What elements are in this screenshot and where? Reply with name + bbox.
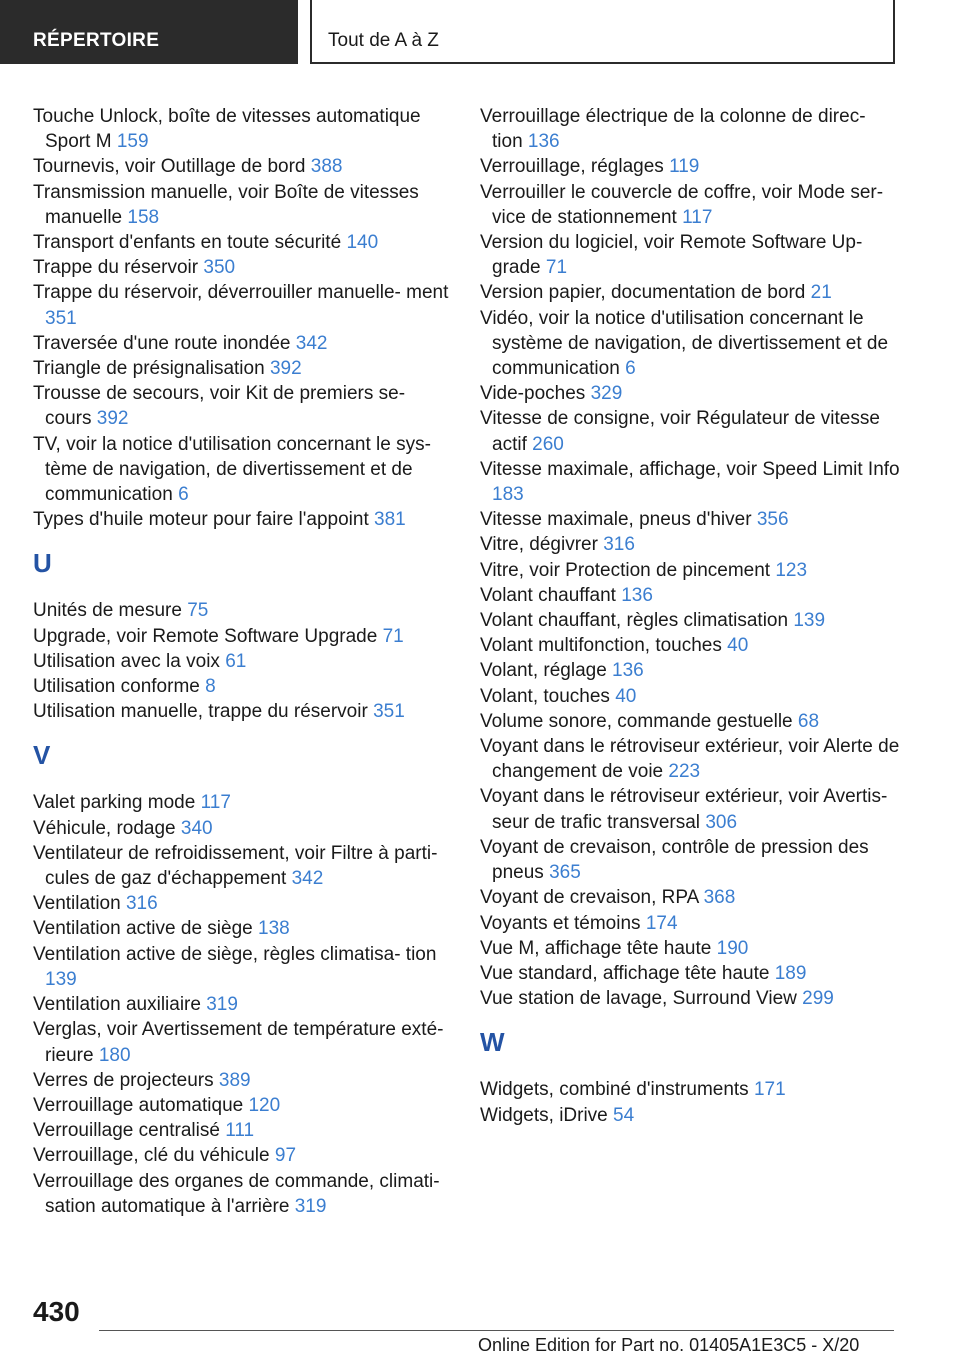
index-entry-text: Voyant dans le rétroviseur extérieur, voir Avertis‐ seur de trafic transversal [480,786,888,833]
index-entry [33,255,453,280]
index-page-link[interactable]: 123 [775,559,808,581]
index-page-link[interactable]: 306 [705,811,738,833]
index-entry-text: Types d'huile moteur pour faire l'appoint [33,509,369,531]
index-page-link[interactable]: 158 [127,206,160,228]
index-page-link[interactable]: 340 [180,817,213,839]
index-entry-text: Vue standard, affichage tête haute [480,962,770,984]
index-page-link[interactable]: 71 [382,625,404,647]
index-page-link[interactable]: 388 [310,156,343,178]
index-entry-text: Véhicule, rodage [33,817,176,839]
index-entry [480,280,900,305]
index-entry-text: Verrouillage des organes de commande, climati‐ sation automatique à l'arrière [33,1170,440,1217]
index-entry [33,1068,453,1093]
index-entry-text: Vue station de lavage, Surround View [480,988,797,1010]
index-entry-text: Volant multifonction, touches [480,635,722,657]
index-page-link[interactable]: 342 [291,868,324,890]
index-entry-text: Vitre, voir Protection de pincement [480,559,771,581]
index-entry [480,381,900,406]
index-page-link[interactable]: 21 [810,282,832,304]
index-entry-text: Vitesse maximale, pneus d'hiver [480,509,752,531]
index-page-link[interactable]: 139 [45,968,77,990]
index-page-link[interactable]: 392 [96,408,129,430]
index-entry [480,1103,900,1128]
index-entry-text: Ventilation active de siège [33,918,253,940]
index-entry [33,841,453,891]
index-entry-text: Vitesse maximale, affichage, voir Speed Limit Info [480,458,900,480]
index-entry-text: Voyant dans le rétroviseur extérieur, voir Alerte de changement de voie [480,736,900,783]
index-page-link[interactable]: 223 [668,761,701,783]
header-title: Tout de A à Z [310,0,895,64]
index-page-link[interactable]: 8 [205,676,216,698]
index-entry [33,280,453,330]
index-page-link[interactable]: 54 [613,1104,635,1126]
index-entry [480,583,900,608]
index-entry [33,1169,453,1219]
index-page-link[interactable]: 159 [116,131,149,153]
index-entry-text: Verres de projecteurs [33,1069,214,1091]
index-entry-text: Vitesse de consigne, voir Régulateur de vitesse actif [480,408,880,455]
index-entry [33,154,453,179]
index-page-link[interactable]: 392 [269,358,302,380]
index-page-link[interactable]: 350 [203,257,236,279]
index-page-link[interactable]: 356 [756,509,789,531]
index-entry [33,1093,453,1118]
index-page-link[interactable]: 75 [187,600,209,622]
index-entry-text: Ventilation active de siège, règles climatisa‐ tion [33,943,437,965]
index-entry [480,633,900,658]
index-entry [33,1017,453,1067]
index-page-link[interactable]: 189 [774,962,807,984]
index-entry [33,699,453,724]
index-entry [480,835,900,885]
index-entry-text: Tournevis, voir Outillage de bord [33,156,306,178]
index-entry [33,432,453,508]
index-entry-text: Widgets, combiné d'instruments [480,1079,749,1101]
index-entry [480,608,900,633]
index-entry [480,154,900,179]
index-page-link[interactable]: 351 [373,701,405,723]
index-page-link[interactable]: 365 [549,862,581,884]
index-entry-text: Volume sonore, commande gestuelle [480,710,793,732]
index-entry-text: Verrouillage, réglages [480,156,664,178]
index-entry [480,961,900,986]
index-page-link[interactable]: 389 [218,1069,251,1091]
index-entry-text: Voyant de crevaison, RPA [480,887,699,909]
index-entry-text: Volant chauffant [480,584,616,606]
index-entry-text: Upgrade, voir Remote Software Upgrade [33,625,378,647]
index-entry-text: Volant, touches [480,685,610,707]
index-entry [33,674,453,699]
index-page-link[interactable]: 6 [625,358,636,380]
index-entry-text: Transmission manuelle, voir Boîte de vitesses manuelle [33,181,419,228]
index-entry [480,936,900,961]
index-page-link[interactable]: 180 [98,1044,131,1066]
index-entry-text: TV, voir la notice d'utilisation concernant le sys‐ tème de navigation, de divertissement et de communication [33,433,431,506]
index-entry-text: Verrouillage centralisé [33,1120,220,1142]
index-entry-text: Traversée d'une route inondée [33,332,291,354]
index-letter-heading: W [480,1027,505,1058]
index-entry [480,734,900,784]
index-letter-heading: U [33,548,52,579]
index-entry-text: Vitre, dégivrer [480,534,598,556]
index-page-link[interactable]: 183 [492,484,524,506]
index-entry [480,684,900,709]
footer-divider [99,1330,894,1331]
index-page-link[interactable]: 97 [274,1145,297,1167]
index-entry-text: Verglas, voir Avertissement de température exté‐ rieure [33,1019,444,1066]
index-entry [33,992,453,1017]
index-entry [480,457,900,507]
index-entry [33,104,453,154]
index-entry-text: Vue M, affichage tête haute [480,937,712,959]
index-page-link[interactable]: 117 [682,206,713,228]
index-page-link[interactable]: 6 [178,484,189,506]
index-entry-text: Vidéo, voir la notice d'utilisation concernant le système de navigation, de divertissement et de communication [480,307,889,380]
index-entry-text: Utilisation conforme [33,676,200,698]
index-entry [33,356,453,381]
index-page-link[interactable]: 316 [603,534,635,556]
index-entry [480,784,900,834]
index-entry-text: Verrouillage électrique de la colonne de direc‐ tion [480,106,866,153]
index-entry [33,598,453,623]
index-page-link[interactable]: 329 [590,383,623,405]
index-entry-text: Verrouillage automatique [33,1094,244,1116]
index-entry [480,180,900,230]
index-entry-text: Volant, réglage [480,660,607,682]
index-entry-text: Ventilateur de refroidissement, voir Filtre à parti‐ cules de gaz d'échappement [33,842,438,890]
index-entry [33,507,453,532]
index-entry-text: Utilisation avec la voix [33,650,220,672]
index-entry-text: Trappe du réservoir [33,257,199,279]
index-entry-text: Transport d'enfants en toute sécurité [33,232,342,254]
index-entry [480,911,900,936]
index-page-link[interactable]: 381 [374,509,406,531]
index-entry [33,790,453,815]
page-header [0,0,960,66]
index-page-link[interactable]: 319 [294,1195,327,1217]
index-entry-text: Trousse de secours, voir Kit de premiers se‐ cours [33,383,406,430]
index-entry-text: Verrouiller le couvercle de coffre, voir Mode ser‐ vice de stationnement [480,181,884,228]
index-entry-text: Voyant de crevaison, contrôle de pression des pneus [480,836,869,884]
index-page-link[interactable]: 174 [645,912,678,934]
index-entry-text: Version du logiciel, voir Remote Software Up‐ grade [480,232,863,279]
index-entry [33,916,453,941]
index-entry-text: Utilisation manuelle, trappe du réservoir [33,701,368,723]
index-entry [33,624,453,649]
index-page-link[interactable]: 136 [612,660,644,682]
index-entry [33,381,453,431]
index-entry-text: Touche Unlock, boîte de vitesses automatique Sport M [33,106,421,153]
index-entry [33,942,453,992]
index-column-right [480,104,900,1128]
index-page-link[interactable]: 260 [532,433,564,455]
index-entry-text: Widgets, iDrive [480,1104,608,1126]
index-page-link[interactable]: 299 [802,988,834,1010]
index-page-link[interactable]: 136 [527,131,560,153]
index-entry [480,532,900,557]
index-entry [33,816,453,841]
index-entry [33,331,453,356]
index-entry [33,230,453,255]
index-entry [33,1143,453,1168]
index-page-link[interactable]: 71 [545,257,568,279]
index-entry [480,406,900,456]
index-page-link[interactable]: 351 [45,307,77,329]
index-page-link[interactable]: 120 [248,1094,281,1116]
index-page-link[interactable]: 40 [727,635,749,657]
index-entry-text: Ventilation [33,893,121,915]
index-entry [480,986,900,1011]
index-page-link[interactable]: 190 [716,937,749,959]
index-entry-text: Unités de mesure [33,600,182,622]
index-page-link[interactable]: 319 [206,994,238,1016]
index-entry [480,507,900,532]
index-entry [33,1118,453,1143]
index-entry-text: Triangle de présignalisation [33,358,265,380]
section-tab[interactable]: RÉPERTOIRE [0,0,298,64]
index-page-link[interactable]: 316 [125,893,158,915]
index-entry-text: Valet parking mode [33,792,196,814]
index-entry [33,649,453,674]
index-entry [33,180,453,230]
index-page-link[interactable]: 117 [200,792,231,814]
index-page-link[interactable]: 119 [669,156,700,178]
index-entry [480,1077,900,1102]
index-page-link[interactable]: 68 [797,710,820,732]
index-entry [480,104,900,154]
index-entry [33,891,453,916]
index-entry [480,885,900,910]
index-entry [480,306,900,382]
index-entry-text: Version papier, documentation de bord [480,282,806,304]
index-page-link[interactable]: 342 [295,332,328,354]
footer-edition: Online Edition for Part no. 01405A1E3C5 - X/20 [478,1335,860,1355]
index-page-link[interactable]: 140 [346,232,379,254]
index-entry [480,709,900,734]
index-page-link[interactable]: 171 [753,1079,786,1101]
index-entry-text: Trappe du réservoir, déverrouiller manuelle‐ ment [33,282,449,304]
index-entry-text: Ventilation auxiliaire [33,994,201,1016]
index-entry [480,658,900,683]
index-page-link[interactable]: 138 [258,918,290,940]
index-page-link[interactable]: 40 [615,685,637,707]
index-page-link[interactable]: 136 [621,584,653,606]
index-entry-text: Verrouillage, clé du véhicule [33,1145,270,1167]
page-number: 430 [33,1296,80,1327]
index-entry [480,230,900,280]
index-column-left [33,104,453,1219]
index-page-link[interactable]: 139 [793,610,826,632]
index-entry-text: Voyants et témoins [480,912,641,934]
index-page-link[interactable]: 111 [225,1120,255,1142]
index-page-link[interactable]: 61 [225,650,247,672]
index-page-link[interactable]: 368 [703,887,736,909]
index-entry [480,558,900,583]
index-letter-heading: V [33,740,51,771]
index-entry-text: Volant chauffant, règles climatisation [480,610,789,632]
index-entry-text: Vide-poches [480,383,586,405]
